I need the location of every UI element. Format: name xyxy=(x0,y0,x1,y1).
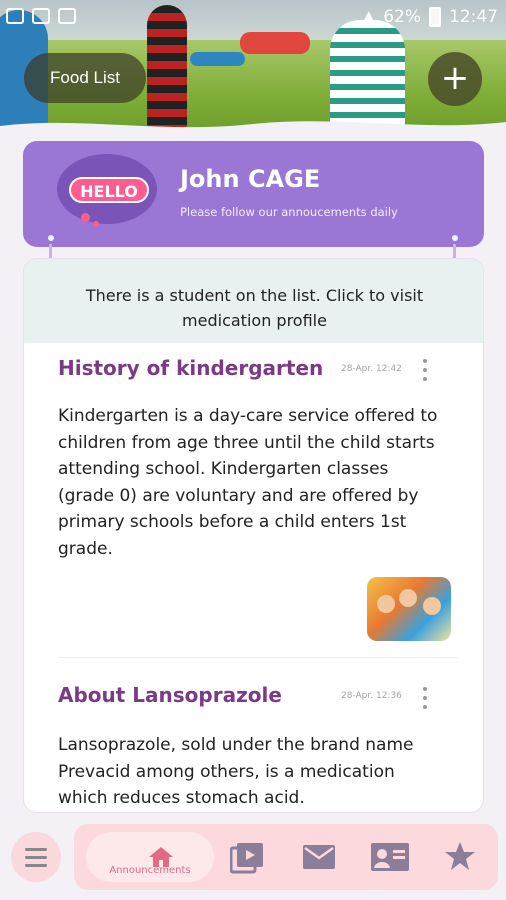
food-list-button[interactable]: Food List xyxy=(24,53,146,103)
post-title[interactable]: About Lansoprazole xyxy=(58,683,282,707)
gallery-icon xyxy=(32,8,50,24)
bottom-nav xyxy=(74,824,498,890)
banner-water-gun xyxy=(240,32,310,54)
user-name: John CAGE xyxy=(180,165,321,193)
decor-dot xyxy=(93,221,99,227)
medication-notice[interactable] xyxy=(24,259,484,343)
post-more-icon[interactable] xyxy=(420,687,430,709)
tab-announcements-label: Announcements xyxy=(109,865,191,876)
post-body: Lansoprazole, sold under the brand name Prevacid among others, is a medication which reduces stomach acid. xyxy=(58,735,414,808)
decor-dot xyxy=(81,213,90,222)
divider xyxy=(58,657,458,658)
post-thumbnail[interactable] xyxy=(367,577,451,641)
announcements-card xyxy=(23,258,484,813)
profile-card-icon[interactable] xyxy=(370,842,410,872)
post-body: Kindergarten is a day-care service offered to children from age three until the child starts attending school. Kindergarten classes (grade 0) are voluntary and are offered by primary schools before a child enters 1st grade. xyxy=(58,406,438,559)
hello-logo: HELLO xyxy=(69,177,149,203)
add-button[interactable]: + xyxy=(428,52,482,106)
star-icon[interactable] xyxy=(444,840,476,872)
notice-line: There is a student on the list. Click to visit xyxy=(85,286,424,305)
hamburger-menu-button[interactable] xyxy=(11,832,61,882)
battery-percent: 62% xyxy=(383,7,421,27)
video-icon[interactable] xyxy=(230,842,264,874)
post-title[interactable]: History of kindergarten xyxy=(58,356,324,380)
app-icon xyxy=(58,8,76,24)
clock: 12:47 xyxy=(449,7,498,27)
post-date: 28-Apr. 12:36 xyxy=(341,691,402,701)
greeting-card xyxy=(23,141,484,247)
notification-icon xyxy=(6,8,24,24)
mail-icon[interactable] xyxy=(302,844,336,870)
greeting-subtitle: Please follow our annoucements daily xyxy=(180,205,398,219)
post-more-icon[interactable] xyxy=(420,359,430,381)
notice-line: medication profile xyxy=(182,311,327,330)
status-bar xyxy=(0,0,506,34)
battery-icon xyxy=(429,7,441,27)
banner-wave xyxy=(0,112,506,132)
signal-icon: ▲ xyxy=(362,7,376,27)
banner-water-gun xyxy=(190,52,245,66)
post-date: 28-Apr. 12:42 xyxy=(341,364,402,374)
